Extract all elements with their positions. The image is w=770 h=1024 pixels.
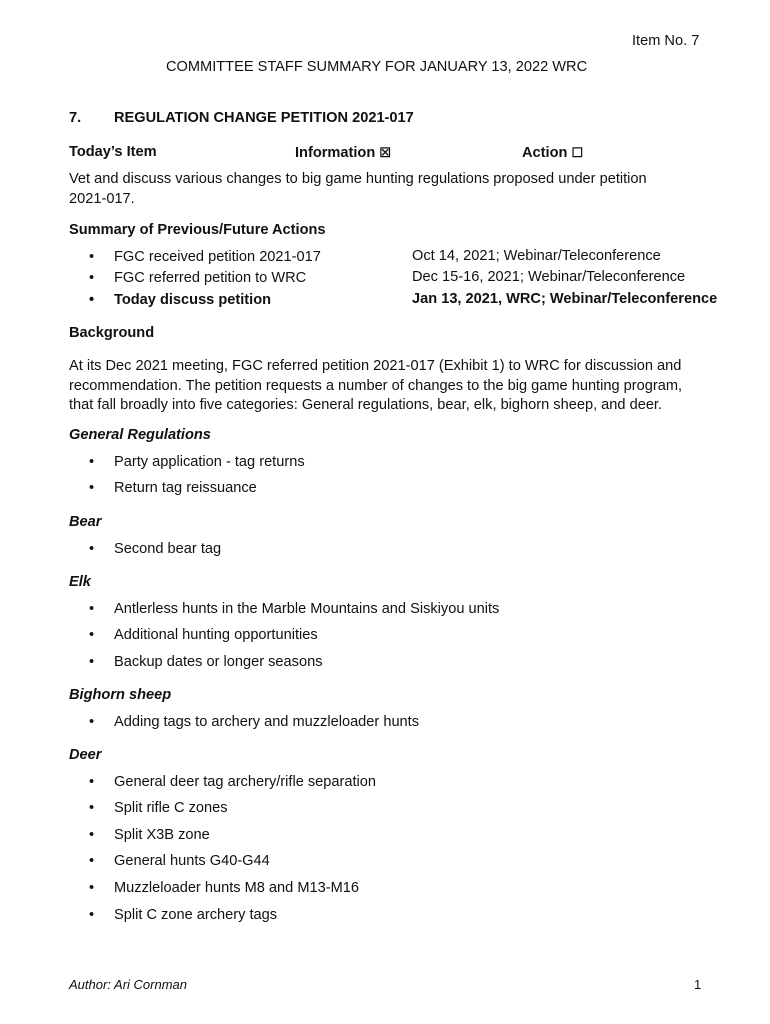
list-item: • Muzzleloader hunts M8 and M13-M16	[89, 880, 359, 896]
document-title: COMMITTEE STAFF SUMMARY FOR JANUARY 13, 2022 WRC	[166, 59, 588, 75]
summary-heading: Summary of Previous/Future Actions	[69, 222, 326, 238]
list-item: • Split rifle C zones	[89, 800, 228, 816]
footer-author: Author: Ari Cornman	[69, 977, 188, 992]
summary-row: • FGC received petition 2021-017	[89, 249, 321, 265]
intro-paragraph: Vet and discuss various changes to big game hunting regulations proposed under petition 2021-017.	[69, 171, 647, 207]
page-number: 1	[694, 977, 702, 992]
item-number: Item No. 7	[632, 33, 700, 49]
summary-row-current: • Today discuss petition	[89, 292, 272, 308]
section-title: REGULATION CHANGE PETITION 2021-017	[114, 110, 414, 126]
todays-item-label: Today’s Item	[69, 144, 157, 160]
list-item: • General hunts G40-G44	[89, 853, 270, 869]
list-item: • Antlerless hunts in the Marble Mountains and Siskiyou units	[89, 601, 500, 617]
list-item: • Additional hunting opportunities	[89, 627, 318, 643]
action-label: Action ☐	[522, 145, 584, 161]
category-heading-bear: Bear	[69, 514, 102, 530]
summary-date-current: Jan 13, 2021, WRC; Webinar/Teleconference	[412, 291, 718, 307]
list-item: • Second bear tag	[89, 541, 222, 557]
list-item: • Split X3B zone	[89, 827, 210, 843]
action-unchecked-checkbox: ☐	[571, 145, 584, 160]
category-heading-bighorn: Bighorn sheep	[69, 687, 172, 703]
summary-date: Dec 15-16, 2021; Webinar/Teleconference	[412, 269, 686, 285]
list-item: • Split C zone archery tags	[89, 907, 278, 923]
category-heading-general: General Regulations	[69, 427, 211, 443]
list-item: • Return tag reissuance	[89, 480, 257, 496]
list-item: • General deer tag archery/rifle separation	[89, 774, 377, 790]
section-number: 7.	[69, 110, 82, 126]
background-paragraph: At its Dec 2021 meeting, FGC referred petition 2021-017 (Exhibit 1) to WRC for discussion and recommendation. The petition requests a number of changes to the big game hunting program, that fall broadly into five categories: General regulations, bear, elk, bighorn sheep, and deer.	[69, 358, 683, 413]
category-heading-elk: Elk	[69, 574, 91, 590]
information-checked-checkbox: ☒	[379, 145, 391, 160]
list-item: • Adding tags to archery and muzzleloader hunts	[89, 714, 420, 730]
background-heading: Background	[69, 325, 155, 341]
list-item: • Backup dates or longer seasons	[89, 654, 323, 670]
category-heading-deer: Deer	[69, 747, 102, 763]
summary-date: Oct 14, 2021; Webinar/Teleconference	[412, 248, 661, 264]
summary-row: • FGC referred petition to WRC	[89, 270, 307, 286]
list-item: • Party application - tag returns	[89, 454, 305, 470]
information-label: Information ☒	[295, 145, 391, 161]
